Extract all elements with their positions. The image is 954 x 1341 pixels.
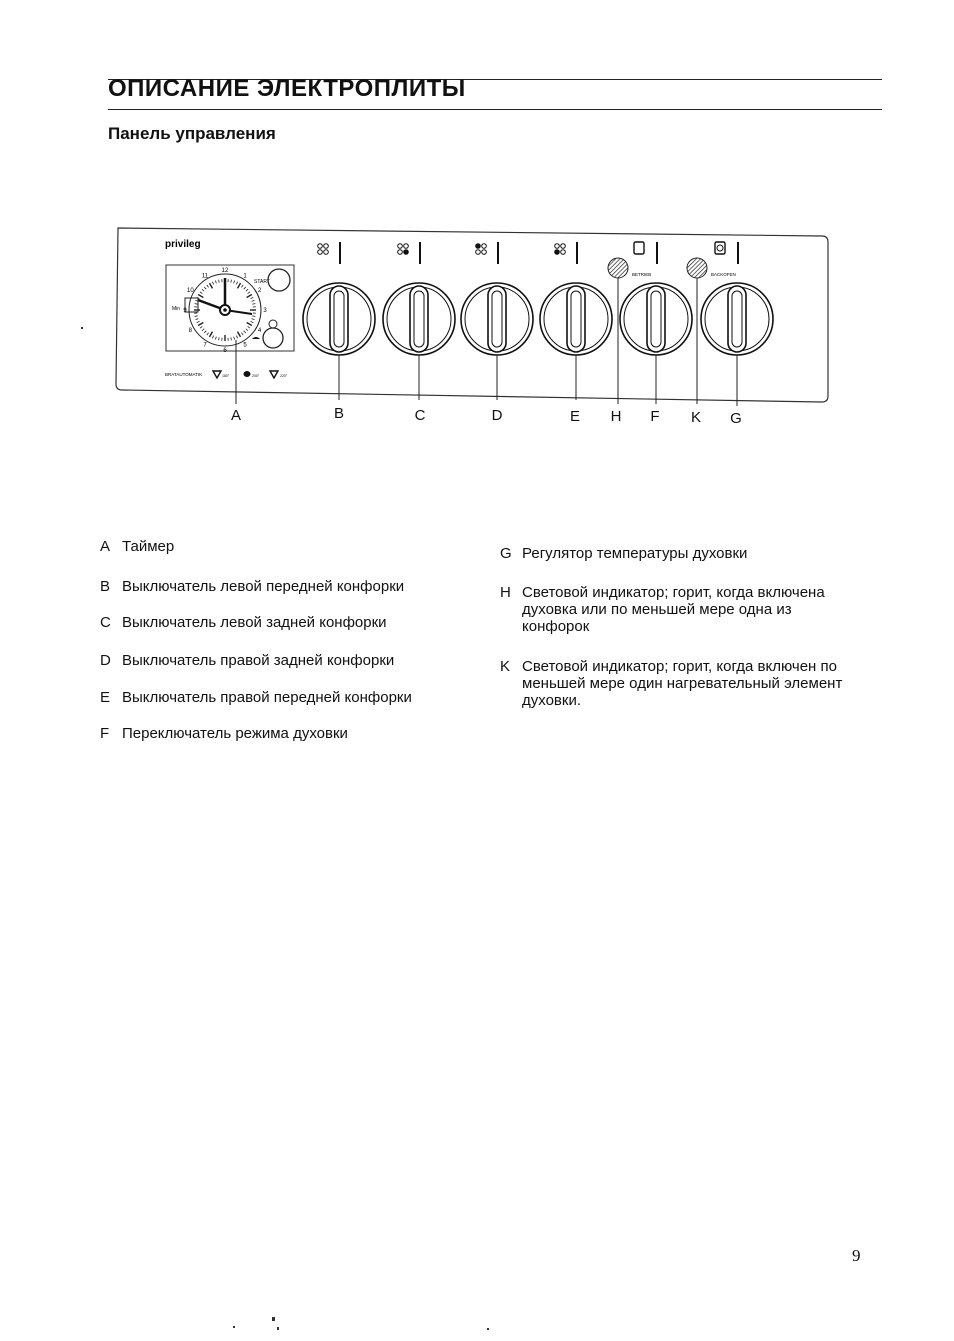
timer-tick bbox=[202, 329, 204, 331]
timer-tick bbox=[219, 280, 220, 283]
legend-item-k bbox=[500, 658, 842, 709]
legend-text: Выключатель левой задней конфорки bbox=[122, 614, 387, 631]
hob-dot bbox=[561, 250, 566, 255]
timer-number: 8 bbox=[188, 328, 193, 334]
timer-tick bbox=[248, 326, 250, 328]
legend-item-a bbox=[100, 538, 174, 555]
timer-number: 12 bbox=[221, 268, 229, 274]
timer-tick bbox=[252, 300, 255, 301]
callout-c: C bbox=[414, 407, 426, 424]
timer-min-label: Min bbox=[172, 306, 181, 312]
control-knob[interactable] bbox=[701, 283, 773, 355]
clock-icon bbox=[269, 320, 277, 328]
page-title: ОПИСАНИЕ ЭЛЕКТРОПЛИТЫ bbox=[108, 75, 466, 102]
timer-tick bbox=[241, 285, 243, 287]
callout-f: F bbox=[650, 408, 660, 425]
timer-start-label: START bbox=[254, 279, 270, 285]
timer-number: 10 bbox=[187, 288, 194, 294]
bratautomatik-temp: 220° bbox=[280, 374, 288, 378]
legend-letter: G bbox=[500, 545, 512, 562]
timer-tick bbox=[246, 289, 248, 291]
hob-dot bbox=[398, 250, 403, 255]
timer-tick bbox=[202, 289, 204, 291]
timer-number: 9 bbox=[183, 308, 187, 314]
hob-dot bbox=[318, 250, 323, 255]
knob-row bbox=[303, 242, 773, 355]
timer-tick bbox=[231, 337, 232, 340]
legend-text: Световой индикатор; горит, когда включена духовка или по меньшей мере одна из конфорок bbox=[522, 584, 825, 635]
hob-icon bbox=[398, 244, 409, 255]
timer-tick bbox=[252, 316, 255, 317]
knob-grip bbox=[410, 286, 428, 352]
legend-text: Выключатель левой передней конфорки bbox=[122, 578, 405, 595]
timer-tick bbox=[200, 326, 202, 328]
control-knob[interactable] bbox=[303, 283, 375, 355]
bratautomatik-label: BRATAUTOMATIK bbox=[165, 372, 203, 377]
timer-tick bbox=[234, 281, 235, 284]
timer-tick bbox=[236, 336, 237, 339]
control-knob[interactable] bbox=[383, 283, 455, 355]
timer-tick bbox=[244, 287, 246, 289]
timer-tick bbox=[251, 321, 254, 322]
scan-speck bbox=[233, 1326, 235, 1328]
timer-tick bbox=[215, 281, 216, 284]
control-knob[interactable] bbox=[461, 283, 533, 355]
scan-speck bbox=[487, 1328, 489, 1330]
timer-number: 5 bbox=[243, 342, 247, 349]
hob-dot bbox=[555, 244, 560, 249]
legend-letter: H bbox=[500, 584, 511, 601]
legend-left bbox=[100, 538, 500, 758]
legend-letter: A bbox=[100, 538, 111, 555]
hob-dot bbox=[324, 250, 329, 255]
legend-right bbox=[500, 545, 920, 725]
section-subtitle: Панель управления bbox=[108, 124, 276, 143]
bratautomatik-temp: 200° bbox=[252, 374, 260, 378]
timer-number: 3 bbox=[263, 308, 267, 314]
pot-icon bbox=[252, 337, 260, 339]
legend-item-f bbox=[100, 725, 348, 742]
callout-h: H bbox=[610, 408, 622, 425]
hob-dot bbox=[555, 250, 560, 255]
timer-hub-dot bbox=[223, 308, 227, 312]
hob-dot bbox=[561, 244, 566, 249]
timer-tick bbox=[204, 287, 206, 289]
hob-dot bbox=[476, 250, 481, 255]
timer-tick bbox=[244, 331, 246, 333]
roast-icon bbox=[213, 371, 221, 378]
legend-text: Регулятор температуры духовки bbox=[522, 545, 748, 562]
hob-dot bbox=[398, 244, 403, 249]
timer-tick bbox=[210, 283, 213, 288]
timer-stop-button[interactable] bbox=[263, 328, 283, 348]
timer-number: 2 bbox=[257, 288, 262, 294]
legend-letter: D bbox=[100, 652, 111, 669]
hob-dot bbox=[404, 250, 409, 255]
hob-icon bbox=[476, 244, 487, 255]
legend-item-g bbox=[500, 545, 747, 562]
hob-dot bbox=[318, 244, 323, 249]
legend-item-e bbox=[100, 689, 412, 706]
legend-text: Выключатель правой передней конфорки bbox=[122, 689, 412, 706]
timer-tick bbox=[248, 292, 250, 294]
callout-g: G bbox=[730, 410, 742, 427]
thermostat-icon bbox=[715, 242, 725, 254]
timer-number: 7 bbox=[203, 342, 207, 349]
control-knob[interactable] bbox=[540, 283, 612, 355]
timer-tick bbox=[238, 283, 241, 288]
hob-icon bbox=[318, 244, 329, 255]
legend-text: Выключатель правой задней конфорки bbox=[122, 652, 395, 669]
scan-speck bbox=[277, 1327, 279, 1330]
callout-a: A bbox=[230, 407, 242, 424]
timer-tick bbox=[212, 336, 213, 339]
timer-tick bbox=[204, 331, 206, 333]
knob-grip bbox=[330, 286, 348, 352]
timer-tick bbox=[246, 329, 248, 331]
bratautomatik-temp: 180° bbox=[222, 374, 230, 378]
legend-letter: F bbox=[100, 725, 110, 742]
callout-d: D bbox=[491, 407, 503, 424]
timer bbox=[166, 265, 294, 354]
knob-grip bbox=[567, 286, 585, 352]
hob-dot bbox=[404, 244, 409, 249]
hob-dot bbox=[482, 244, 487, 249]
brand-logo: privileg bbox=[165, 239, 201, 250]
timer-tick bbox=[219, 337, 220, 340]
legend-item-h bbox=[500, 584, 825, 635]
indicator-k-label: BACKOFEN bbox=[711, 272, 736, 277]
timer-tick bbox=[198, 323, 203, 326]
legend-item-b bbox=[100, 578, 404, 595]
callout-letters bbox=[231, 405, 742, 427]
control-panel-diagram bbox=[0, 0, 954, 450]
knob-grip bbox=[728, 286, 746, 352]
timer-tick bbox=[252, 304, 255, 305]
timer-number: 11 bbox=[201, 273, 209, 280]
timer-tick bbox=[241, 333, 243, 335]
timer-number: 1 bbox=[243, 273, 247, 280]
poultry-icon bbox=[244, 371, 251, 377]
indicator-light-h bbox=[608, 258, 628, 278]
timer-tick bbox=[195, 316, 198, 317]
timer-tick bbox=[251, 297, 254, 298]
callout-k: K bbox=[690, 409, 702, 426]
timer-tick bbox=[238, 332, 241, 337]
timer-tick bbox=[212, 282, 213, 285]
timer-tick bbox=[195, 304, 198, 305]
timer-tick bbox=[196, 319, 199, 320]
scan-speck bbox=[81, 327, 83, 329]
indicator-h-label: BETRIEB bbox=[632, 272, 652, 277]
legend-item-c bbox=[100, 614, 387, 631]
callout-b: B bbox=[333, 405, 345, 422]
timer-tick bbox=[252, 319, 255, 320]
scan-speck bbox=[272, 1317, 275, 1321]
hob-icon bbox=[555, 244, 566, 255]
timer-tick bbox=[234, 337, 235, 340]
legend-letter: K bbox=[500, 658, 511, 675]
control-knob[interactable] bbox=[620, 283, 692, 355]
timer-tick bbox=[207, 285, 209, 287]
oven-icon bbox=[634, 242, 644, 254]
timer-tick bbox=[198, 295, 203, 298]
timer-tick bbox=[197, 321, 200, 322]
hob-dot bbox=[324, 244, 329, 249]
timer-tick bbox=[231, 280, 232, 283]
hob-dot bbox=[482, 250, 487, 255]
timer-tick bbox=[207, 333, 209, 335]
legend-item-d bbox=[100, 652, 394, 669]
page-number: 9 bbox=[852, 1246, 861, 1265]
roast-icon bbox=[270, 371, 278, 378]
thermostat-dial bbox=[717, 245, 723, 251]
callout-e: E bbox=[569, 408, 581, 425]
indicator-light-k bbox=[687, 258, 707, 278]
legend-letter: C bbox=[100, 614, 111, 631]
legend-letter: E bbox=[100, 689, 111, 706]
timer-tick bbox=[215, 337, 216, 340]
timer-tick bbox=[210, 332, 213, 337]
timer-number: 4 bbox=[257, 328, 262, 334]
knob-grip bbox=[488, 286, 506, 352]
hob-dot bbox=[476, 244, 481, 249]
timer-tick bbox=[247, 323, 252, 326]
timer-number: 6 bbox=[223, 348, 227, 354]
timer-tick bbox=[236, 282, 237, 285]
timer-tick bbox=[200, 292, 202, 294]
legend-letter: B bbox=[100, 578, 111, 595]
legend-text: Световой индикатор; горит, когда включен по меньшей мере один нагревательный элемент духовки. bbox=[522, 658, 843, 709]
legend-text: Таймер bbox=[122, 538, 175, 555]
legend-text: Переключатель режима духовки bbox=[122, 725, 348, 742]
timer-start-button[interactable] bbox=[268, 269, 290, 291]
timer-tick bbox=[247, 295, 252, 298]
knob-grip bbox=[647, 286, 665, 352]
